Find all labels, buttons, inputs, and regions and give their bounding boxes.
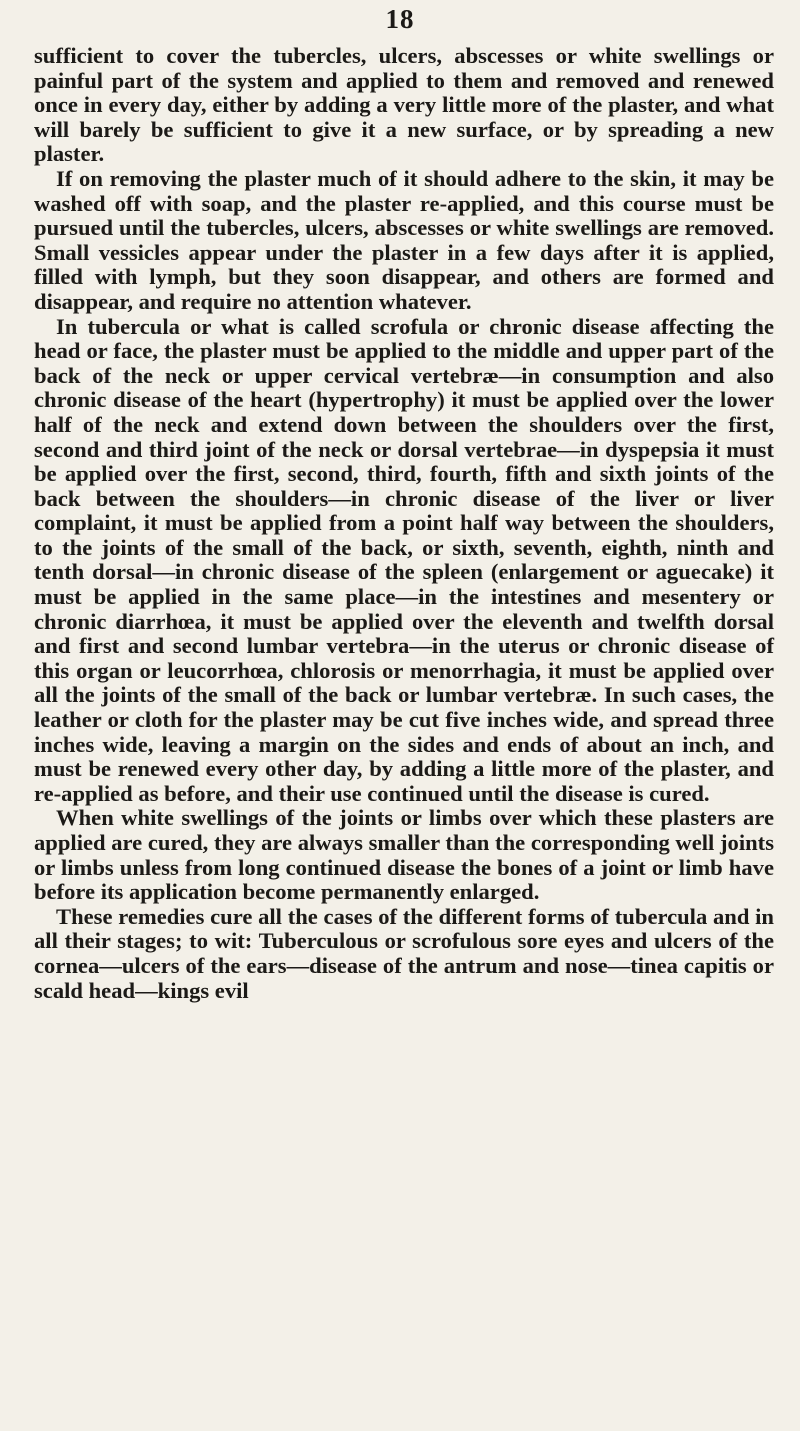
paragraph-3: In tubercula or what is called scrofula or chronic disease affecting the head or face, the plaster must be applied to the middle and upper part of the back of the neck or upper cervical vertebræ—in consumption and also chronic disease of the heart (hypertrophy) it must be applied over the lower half of the neck and extend down between the shoulders over the first, second and third joint of the neck or dorsal vertebrae—in dyspepsia it must be applied over the first, second, third, fourth, fifth and sixth joints of the back between the shoulders—in chronic disease of the liver or liver complaint, it must be applied from a point half way between the shoulders, to the joints of the small of the back, or sixth, seventh, eighth, ninth and tenth dorsal—in chronic disease of the spleen (enlargement or aguecake) it must be applied in the same place—in the intestines and mesentery or chronic diarrhœa, it must be applied over the eleventh and twelfth dorsal and first and second lumbar vertebra—in the uterus or chronic disease of this organ or leucorrhœa, chlorosis or menorrhagia, it must be applied over all the joints of the small of the back or lumbar vertebræ. In such cases, the leather or cloth for the plaster may be cut five inches wide, and spread three inches wide, leaving a margin on the sides and ends of about an inch, and must be renewed every other day, by adding a little more of the plaster, and re-applied as before, and their use continued until the disease is cured. [34, 313, 774, 806]
paragraph-1: sufficient to cover the tubercles, ulcers, abscesses or white swellings or painful part of the system and applied to them and removed and renewed once in every day, either by adding a very little more of the plaster, and what will barely be sufficient to give it a new surface, or by spreading a new plaster. [34, 43, 774, 167]
paragraph-5: These remedies cure all the cases of the different forms of tubercula and in all their stages; to wit: Tuberculous or scrofulous sore eyes and ulcers of the cornea—ulcers of the ears—disease of the antrum and nose—tinea capitis or scald head—kings evil [34, 903, 774, 1003]
page-number: 18 [385, 4, 415, 34]
paragraph-2: If on removing the plaster much of it should adhere to the skin, it may be washed off with soap, and the plaster re-applied, and this course must be pursued until the tubercles, ulcers, abscesses or white swellings are removed. Small vessicles appear under the plaster in a few days after it is applied, filled with lymph, but they soon disappear, and others are formed and disappear, and require no attention whatever. [34, 165, 774, 314]
paragraph-4: When white swellings of the joints or limbs over which these plasters are applied are cured, they are always smaller than the corresponding well joints or limbs unless from long continued disease the bones of a joint or limb have before its application become permanently enlarged. [34, 805, 774, 905]
body-text [34, 44, 774, 1003]
